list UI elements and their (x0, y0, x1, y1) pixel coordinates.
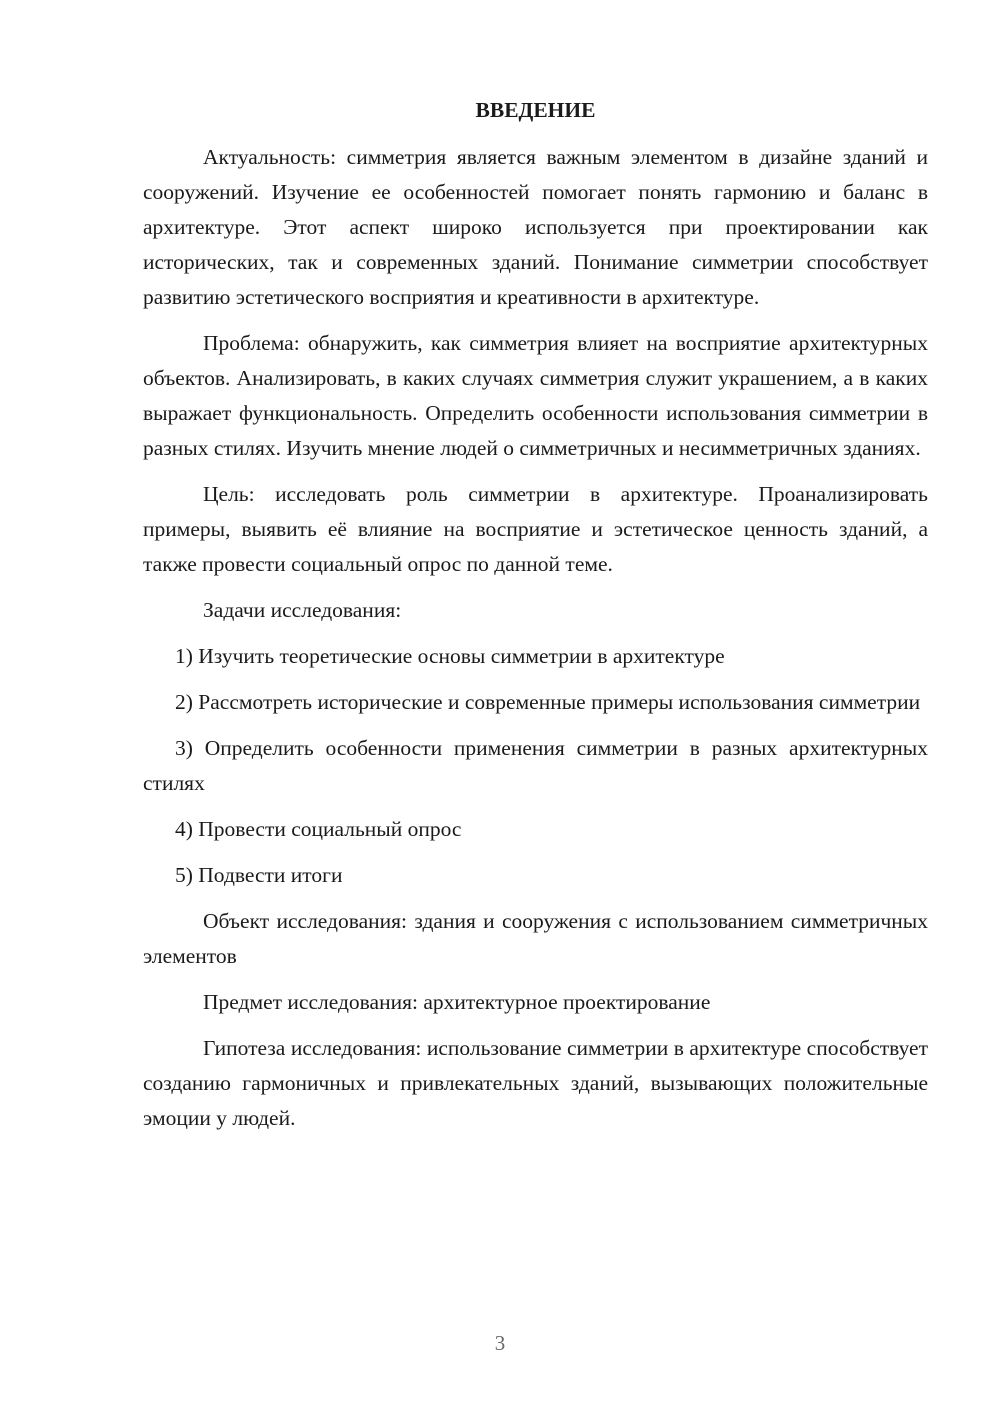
paragraph-problem: Проблема: обнаружить, как симметрия влияет на восприятие архитектурных объектов. Анализировать, в каких случаях симметрия служит украшением, а в каких выражает функциональность. Определить особенности использования симметрии в разных стилях. Изучить мнение людей о симметричных и несимметричных зданиях. (143, 331, 928, 460)
paragraph-subject: Предмет исследования: архитектурное проектирование (203, 990, 711, 1014)
tasks-heading: Задачи исследования: (203, 598, 402, 622)
task-item-1: 1) Изучить теоретические основы симметрии в архитектуре (175, 644, 725, 668)
paragraph-relevance: Актуальность: симметрия является важным элементом в дизайне зданий и сооружений. Изучение ее особенностей помогает понять гармонию и баланс в архитектуре. Этот аспект широко используется при проектировании как исторических, так и современных зданий. Понимание симметрии способствует развитию эстетического восприятия и креативности в архитектуре. (143, 145, 928, 309)
task-item-5: 5) Подвести итоги (175, 863, 343, 887)
page-number: 3 (494, 1331, 506, 1355)
page-title: ВВЕДЕНИЕ (475, 98, 596, 122)
task-item-4: 4) Провести социальный опрос (175, 817, 462, 841)
paragraph-goal: Цель: исследовать роль симметрии в архитектуре. Проанализировать примеры, выявить её влияние на восприятие и эстетическое ценность зданий, а также провести социальный опрос по данной теме. (143, 482, 928, 576)
task-item-2: 2) Рассмотреть исторические и современные примеры использования симметрии (175, 690, 921, 714)
paragraph-hypothesis: Гипотеза исследования: использование симметрии в архитектуре способствует созданию гармоничных и привлекательных зданий, вызывающих положительные эмоции у людей. (143, 1036, 928, 1130)
task-item-3: 3) Определить особенности применения симметрии в разных архитектурных стилях (143, 736, 928, 795)
document-page (143, 93, 928, 1147)
paragraph-object: Объект исследования: здания и сооружения с использованием симметричных элементов (143, 909, 928, 968)
